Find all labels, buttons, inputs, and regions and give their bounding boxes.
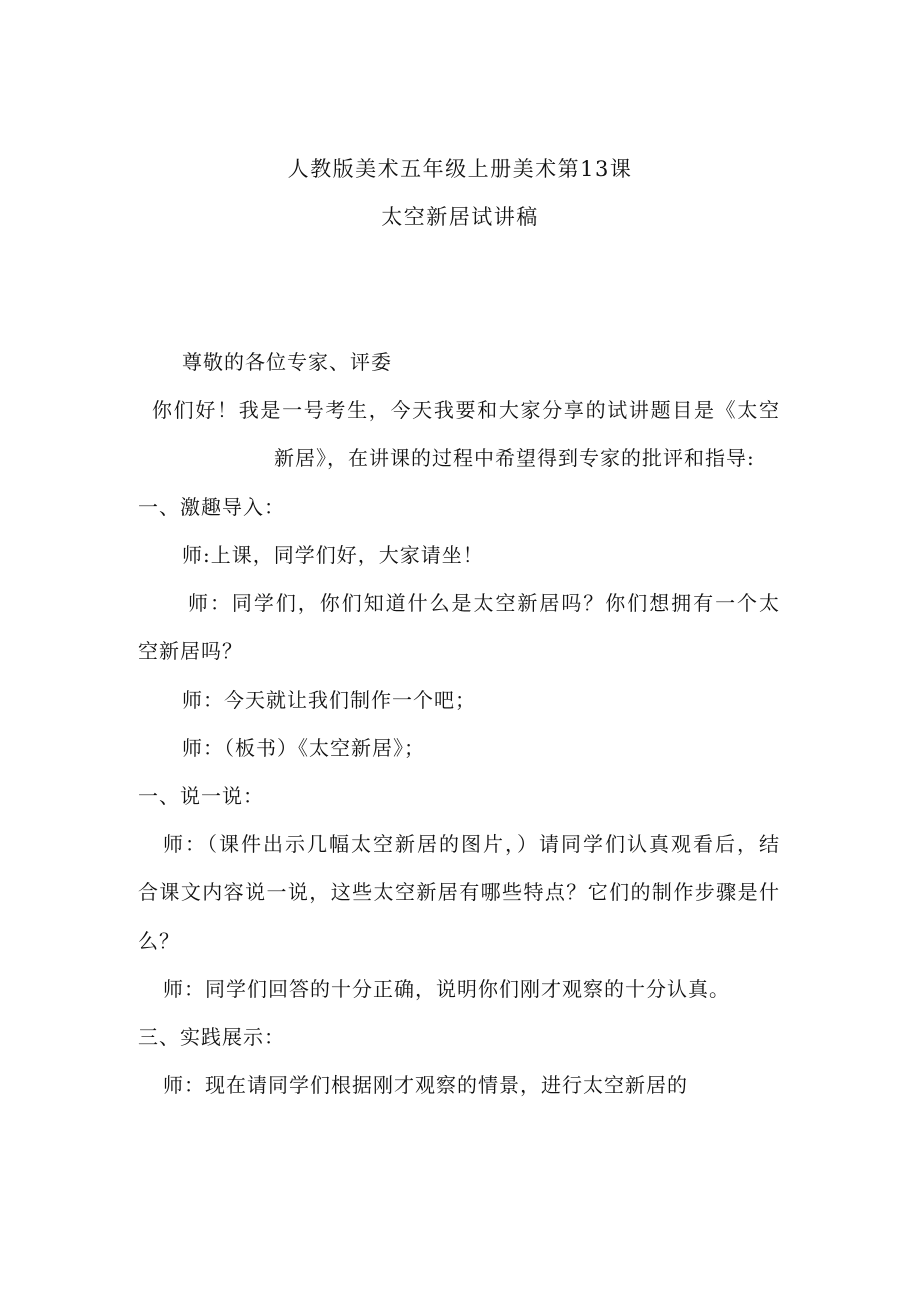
greeting-line: 尊敬的各位专家、评委 [182, 350, 392, 374]
paragraph-line: 合课文内容说一说，这些太空新居有哪些特点？它们的制作步骤是什 [138, 880, 780, 904]
paragraph-line: 空新居吗？ [138, 639, 243, 663]
document-subtitle: 太空新居试讲稿 [381, 205, 539, 229]
intro-line-1: 你们好！我是一号考生，今天我要和大家分享的试讲题目是《太空 [152, 398, 780, 422]
section-heading-3: 三、实践展示： [138, 1025, 285, 1049]
paragraph-line: 师：今天就让我们制作一个吧； [182, 688, 476, 712]
intro-line-2: 新居》，在讲课的过程中希望得到专家的批评和指导: [274, 446, 755, 470]
section-heading-2: 一、说一说： [138, 784, 264, 808]
paragraph-line: 师:上课，同学们好，大家请坐！ [182, 543, 484, 567]
paragraph-line: 师：同学们回答的十分正确，说明你们刚才观察的十分认真。 [163, 977, 730, 1001]
paragraph-line: 么？ [138, 929, 180, 953]
paragraph-line: 师：（板书）《太空新居》； [182, 736, 425, 760]
section-heading-1: 一、激趣导入： [138, 495, 285, 519]
document-title: 人教版美术五年级上册美术第13课 [287, 157, 633, 181]
paragraph-line: 师：现在请同学们根据刚才观察的情景，进行太空新居的 [163, 1073, 688, 1097]
paragraph-line: 师：同学们，你们知道什么是太空新居吗？你们想拥有一个太 [188, 591, 780, 615]
paragraph-line: 师：（课件出示几幅太空新居的图片，）请同学们认真观看后，结 [163, 832, 780, 856]
